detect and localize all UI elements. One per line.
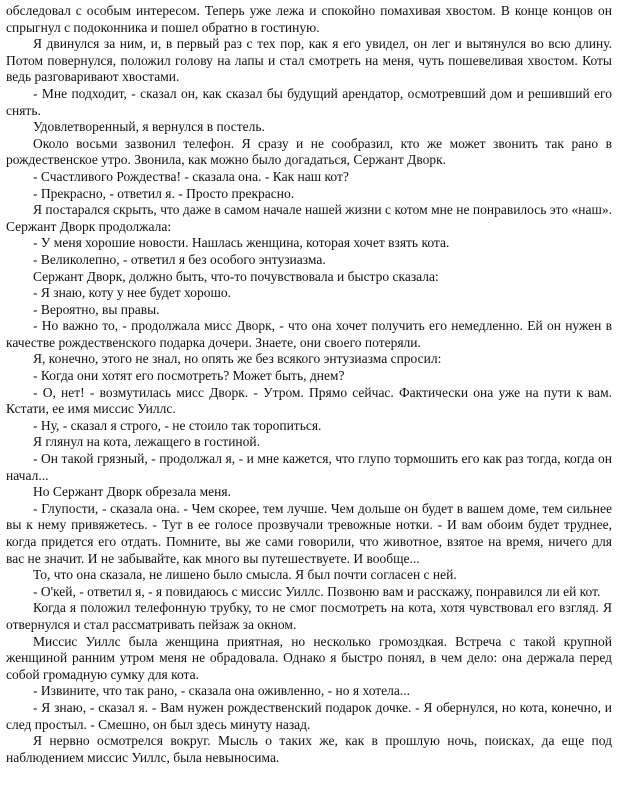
paragraph: Я двинулся за ним, и, в первый раз с тех пор, как я его увидел, он лег и вытянулся во всю длину. Потом повернулся, положил голову на лапы и стал смотреть на меня, чуть пошевеливая хвостом. Коты ведь разговаривают хвостами. bbox=[6, 36, 612, 85]
paragraph: Миссис Уиллс была женщина приятная, но несколько громоздкая. Встреча с такой крупной женщиной ранним утром меня не обрадовала. Однако я быстро понял, в чем дело: она держала перед собой громадную сумку для кота. bbox=[6, 633, 612, 682]
paragraph: Я глянул на кота, лежащего в гостиной. bbox=[33, 434, 261, 450]
paragraph: - Извините, что так рано, - сказала она оживленно, - но я хотела... bbox=[33, 683, 411, 699]
paragraph: Удовлетворенный, я вернулся в постель. bbox=[33, 119, 265, 135]
paragraph: - Когда они хотят его посмотреть? Может быть, днем? bbox=[33, 368, 345, 384]
paragraph: - Вероятно, вы правы. bbox=[33, 301, 160, 317]
paragraph: - Прекрасно, - ответил я. - Просто прекрасно. bbox=[33, 185, 295, 201]
paragraph: - Я знаю, коту у нее будет хорошо. bbox=[33, 285, 232, 301]
paragraph: Когда я положил телефонную трубку, то не смог посмотреть на кота, хотя чувствовал его взгляд. Я отвернулся и стал рассматривать пейзаж за окном. bbox=[6, 600, 612, 632]
paragraph: - Он такой грязный, - продолжал я, - и мне кажется, что глупо тормошить его как раз тогда, когда он начал... bbox=[6, 451, 612, 483]
paragraph: Сержант Дворк, должно быть, что-то почувствовала и быстро сказала: bbox=[33, 268, 439, 284]
paragraph: - Но важно то, - продолжала мисс Дворк, - что она хочет получить его немедленно. Ей он нужен в качестве рождественского подарка дочери. Знаете, они своего потеряли. bbox=[6, 318, 612, 350]
paragraph: - Я знаю, - сказал я. - Вам нужен рождественский подарок дочке. - Я обернулся, но кота, конечно, и след простыл. - Смешно, он был здесь минуту назад. bbox=[6, 699, 612, 732]
paragraph: - Счастливого Рождества! - сказала она. - Как наш кот? bbox=[33, 168, 349, 184]
paragraph: - У меня хорошие новости. Нашлась женщина, которая хочет взять кота. bbox=[33, 235, 450, 251]
paragraph: обследовал с особым интересом. Теперь уже лежа и спокойно помахивая хвостом. В конце концов он спрыгнул с подоконника и пошел обратно в гостиную. bbox=[6, 3, 612, 35]
paragraph: Но Сержант Дворк обрезала меня. bbox=[33, 484, 231, 500]
paragraph: - О, нет! - возмутилась мисс Дворк. - Утром. Прямо сейчас. Фактически она уже на пути к вам. Кстати, ее имя миссис Уиллс. bbox=[6, 384, 612, 417]
paragraph: - О'кей, - ответил я, - я повидаюсь с миссис Уиллс. Позвоню вам и расскажу, понравился ли ей кот. bbox=[33, 583, 601, 599]
paragraph: Я, конечно, этого не знал, но опять же без всякого энтузиазма спросил: bbox=[33, 351, 442, 367]
paragraph: - Ну, - сказал я строго, - не стоило так торопиться. bbox=[33, 417, 322, 433]
paragraph: Я нервно осмотрелся вокруг. Мысль о таких же, как в прошлую ночь, поисках, да еще под наблюдением миссис Уиллс, была невыносима. bbox=[6, 733, 612, 765]
paragraph: Я постарался скрыть, что даже в самом начале нашей жизни с котом мне не понравилось это «наш». Сержант Дворк продолжала: bbox=[6, 202, 612, 234]
paragraph: То, что она сказала, не лишено было смысла. Я был почти согласен с ней. bbox=[33, 567, 457, 583]
paragraph: - Глупости, - сказала она. - Чем скорее, тем лучше. Чем дольше он будет в вашем доме, тем сильнее вы к нему привяжетесь. - Тут в ее голосе прозвучали тревожные нотки. - И вам обоим будет труднее, когда придется его отдать. Помните, вы же сами говорили, что животное, взятое на время, ничего для вас не значит. И не забывайте, как много вы путешествуете. И вообще... bbox=[6, 500, 612, 566]
paragraph: - Великолепно, - ответил я без особого энтузиазма. bbox=[33, 251, 326, 267]
paragraph: - Мне подходит, - сказал он, как сказал бы будущий арендатор, осмотревший дом и решивший его снять. bbox=[6, 85, 612, 118]
paragraph: Около восьми зазвонил телефон. Я сразу и не сообразил, кто же может звонить так рано в рождественское утро. Звонила, как можно было догадаться, Сержант Дворк. bbox=[6, 135, 612, 168]
